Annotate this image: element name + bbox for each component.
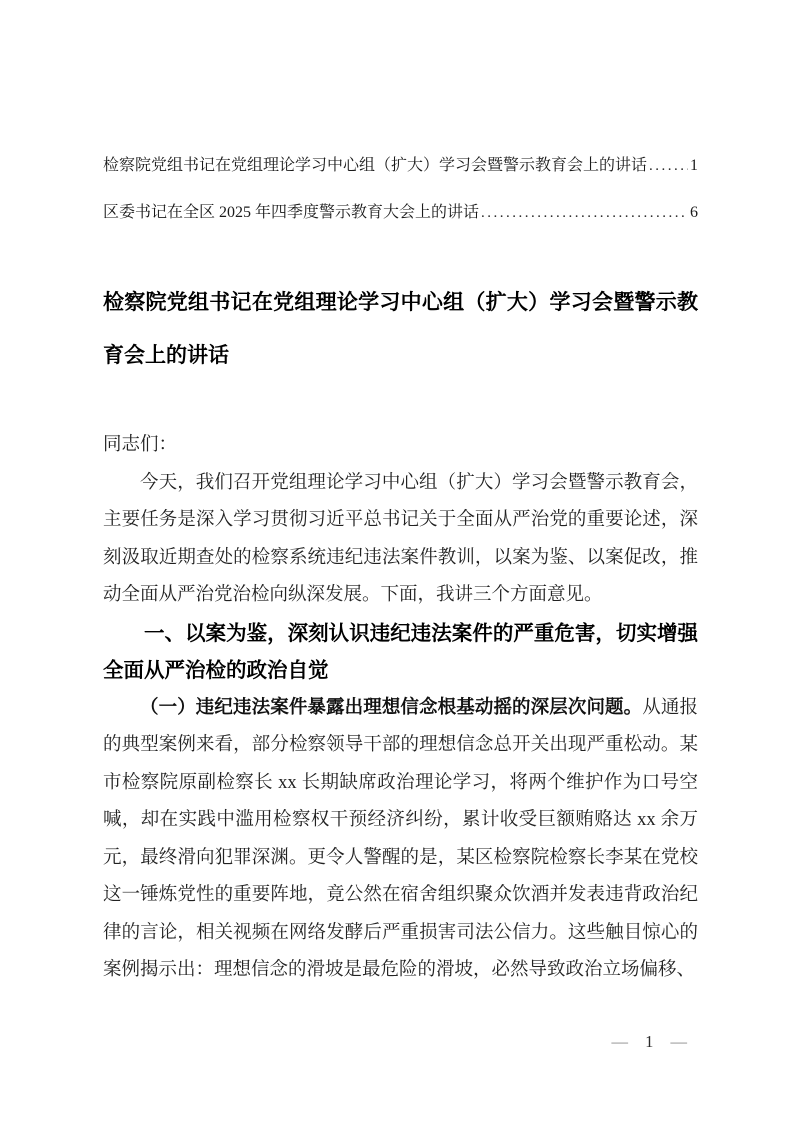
toc-page-number[interactable]: 1 [690,157,698,174]
toc-dot-leader [649,157,688,175]
salutation: 同志们： [103,435,178,455]
table-of-contents [103,152,698,246]
footer-page-number: 1 [645,1032,654,1051]
page-footer [611,1030,689,1054]
toc-entry-1[interactable] [103,152,698,182]
toc-entry-title[interactable]: 区委书记在全区 2025 年四季度警示教育大会上的讲话 [103,204,480,221]
toc-entry-title[interactable]: 检察院党组书记在党组理论学习中心组（扩大）学习会暨警示教育会上的讲话 [103,157,648,174]
document-title: 检察院党组书记在党组理论学习中心组（扩大）学习会暨警示教育会上的讲话 [103,291,698,367]
toc-dot-leader [481,204,688,222]
paragraph-point-1 [103,690,698,990]
section-1-heading: 一、以案为鉴，深刻认识违纪违法案件的严重危害，切实增强全面从严治检的政治自觉 [103,621,698,682]
footer-dash-left: — [611,1032,628,1051]
document-body [103,427,698,990]
toc-page-number[interactable]: 6 [690,204,698,221]
point-1-lead-sentence: （一）违纪违法案件暴露出理想信念根基动摇的深层次问题。 [140,697,643,718]
point-1-body-text: 从通报的典型案例来看，部分检察领导干部的理想信念总开关出现严重松动。某市检察院原副检察长 xx 长期缺席政治理论学习，将两个维护作为口号空喊，却在实践中滥用检察权干预经济纠纷，累计收受巨额贿赂达 xx 余万元，最终滑向犯罪深渊。更令人警醒的是，某区检察院检察长李某在党校这一锤炼党性的重要阵地，竟公然在宿舍组织聚众饮酒并发表违背政治纪律的言论，相关视频在网络发酵后严重损害司法公信力。这些触目惊心的案例揭示出：理想信念的滑坡是最危险的滑坡，必然导致政治立场偏移、 [103,697,698,980]
paragraph-intro: 今天，我们召开党组理论学习中心组（扩大）学习会暨警示教育会，主要任务是深入学习贯彻习近平总书记关于全面从严治党的重要论述，深刻汲取近期查处的检察系统违纪违法案件教训，以案为鉴、以案促改，推动全面从严治党治检向纵深发展。下面，我讲三个方面意见。 [103,472,698,605]
toc-entry-2[interactable] [103,199,698,229]
footer-dash-right: — [670,1032,687,1051]
